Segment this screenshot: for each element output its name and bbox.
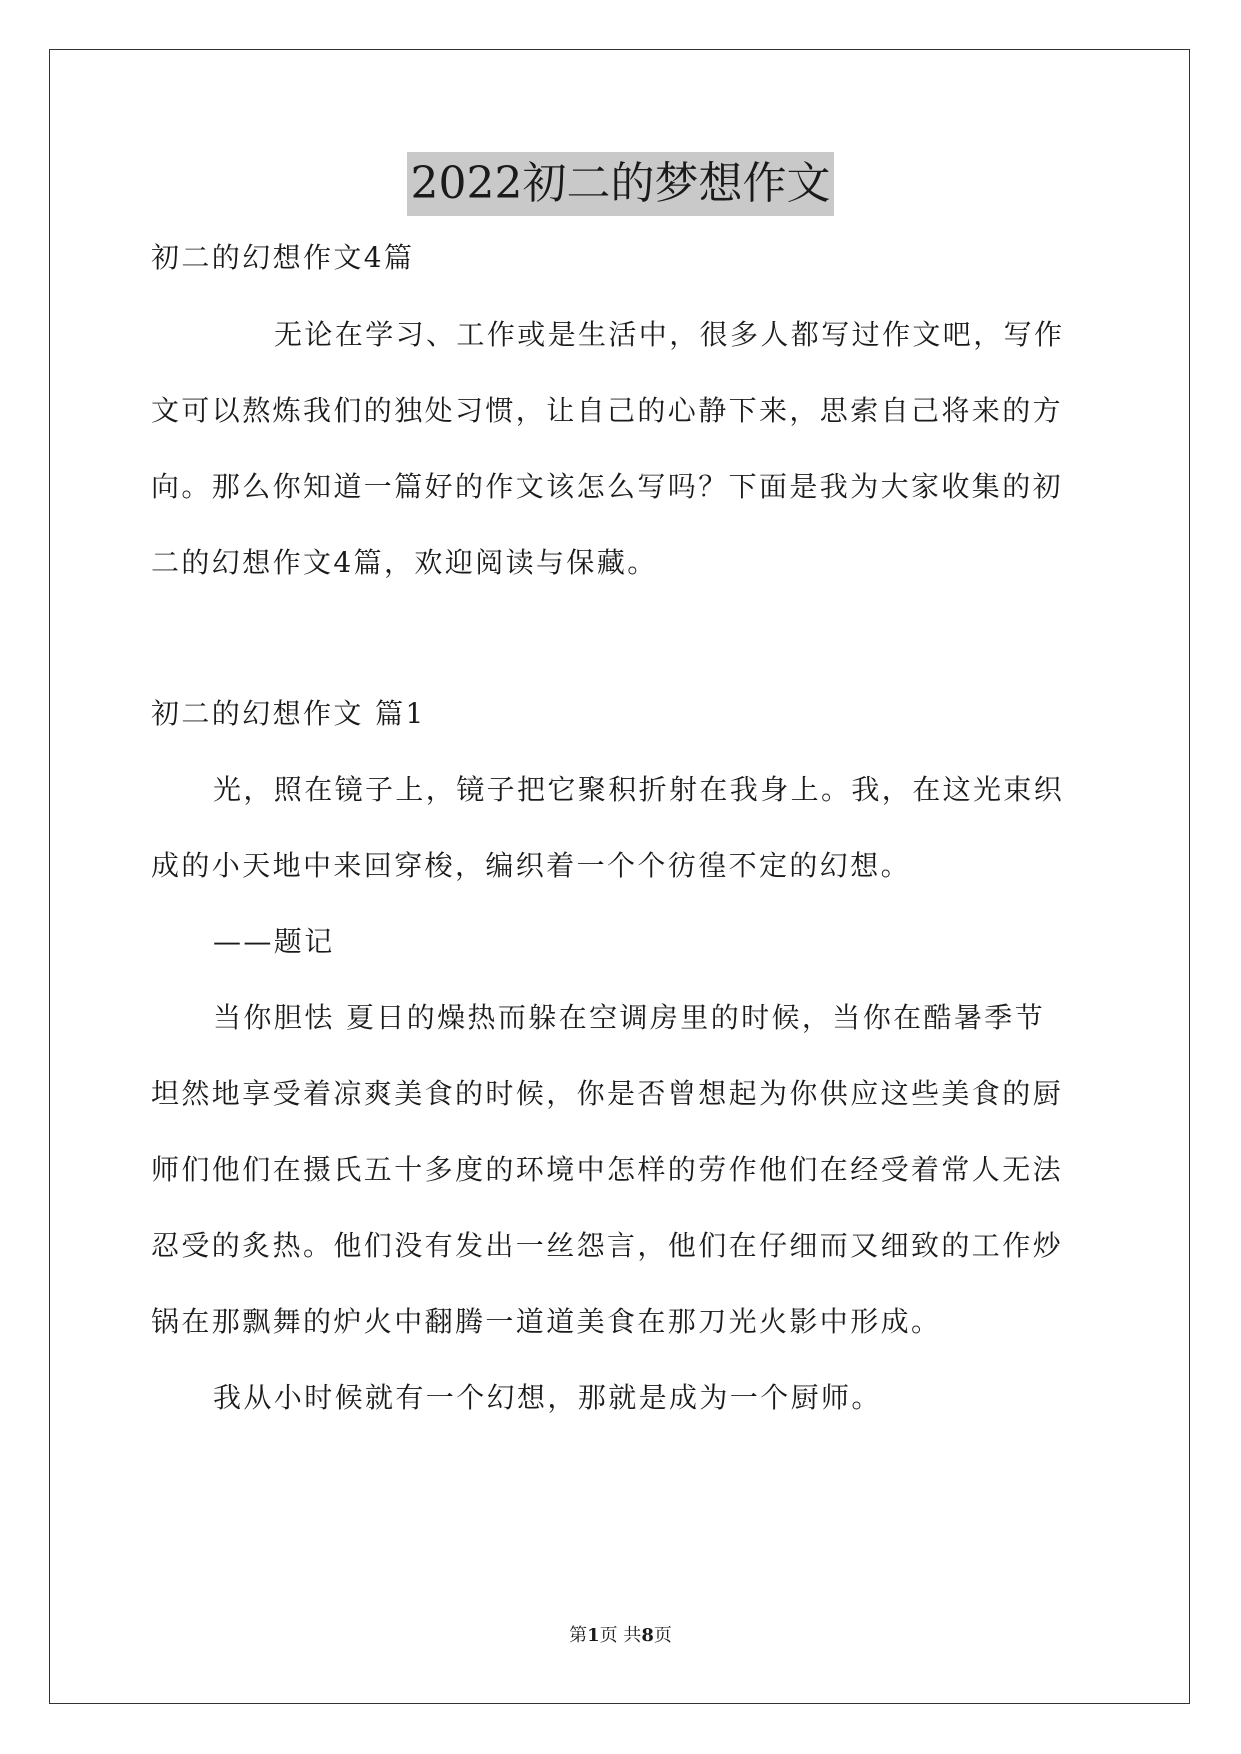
intro-line-3: 向。那么你知道一篇好的作文该怎么写吗？下面是我为大家收集的初 [151,470,1064,503]
footer-suffix: 页 [653,1625,672,1646]
document-title [0,152,1241,216]
intro-line-4: 二的幻想作文4篇，欢迎阅读与保藏。 [151,546,658,579]
subtitle-line: 初二的幻想作文4篇 [151,241,415,274]
footer-total-pages: 8 [641,1625,654,1646]
page-footer [0,1624,1241,1648]
body-line-6: 忍受的炙热。他们没有发出一丝怨言，他们在仔细而又细致的工作炒 [151,1229,1064,1262]
footer-mid: 页 共 [599,1625,642,1646]
body-line-2: 成的小天地中来回穿梭，编织着一个个彷徨不定的幻想。 [151,849,912,882]
footer-current-page: 1 [587,1625,600,1646]
footer-prefix: 第 [569,1625,588,1646]
intro-line-1: 无论在学习、工作或是生活中，很多人都写过作文吧，写作 [274,318,1065,351]
epigraph-line: ——题记 [213,925,335,958]
body-line-7: 锅在那飘舞的炉火中翻腾一道道美食在那刀光火影中形成。 [151,1305,942,1338]
body-line-3: 当你胆怯 夏日的燥热而躲在空调房里的时候，当你在酷暑季节 [213,1001,1046,1034]
body-line-5: 师们他们在摄氏五十多度的环境中怎样的劳作他们在经受着常人无法 [151,1153,1064,1186]
section-heading-1: 初二的幻想作文 篇1 [151,697,426,730]
document-title-text: 2022初二的梦想作文 [407,152,835,216]
body-line-1: 光，照在镜子上，镜子把它聚积折射在我身上。我，在这光束织 [213,773,1065,806]
intro-line-2: 文可以熬炼我们的独处习惯，让自己的心静下来，思索自己将来的方 [151,394,1064,427]
body-line-4: 坦然地享受着凉爽美食的时候，你是否曾想起为你供应这些美食的厨 [151,1077,1064,1110]
body-line-8: 我从小时候就有一个幻想，那就是成为一个厨师。 [213,1381,882,1414]
